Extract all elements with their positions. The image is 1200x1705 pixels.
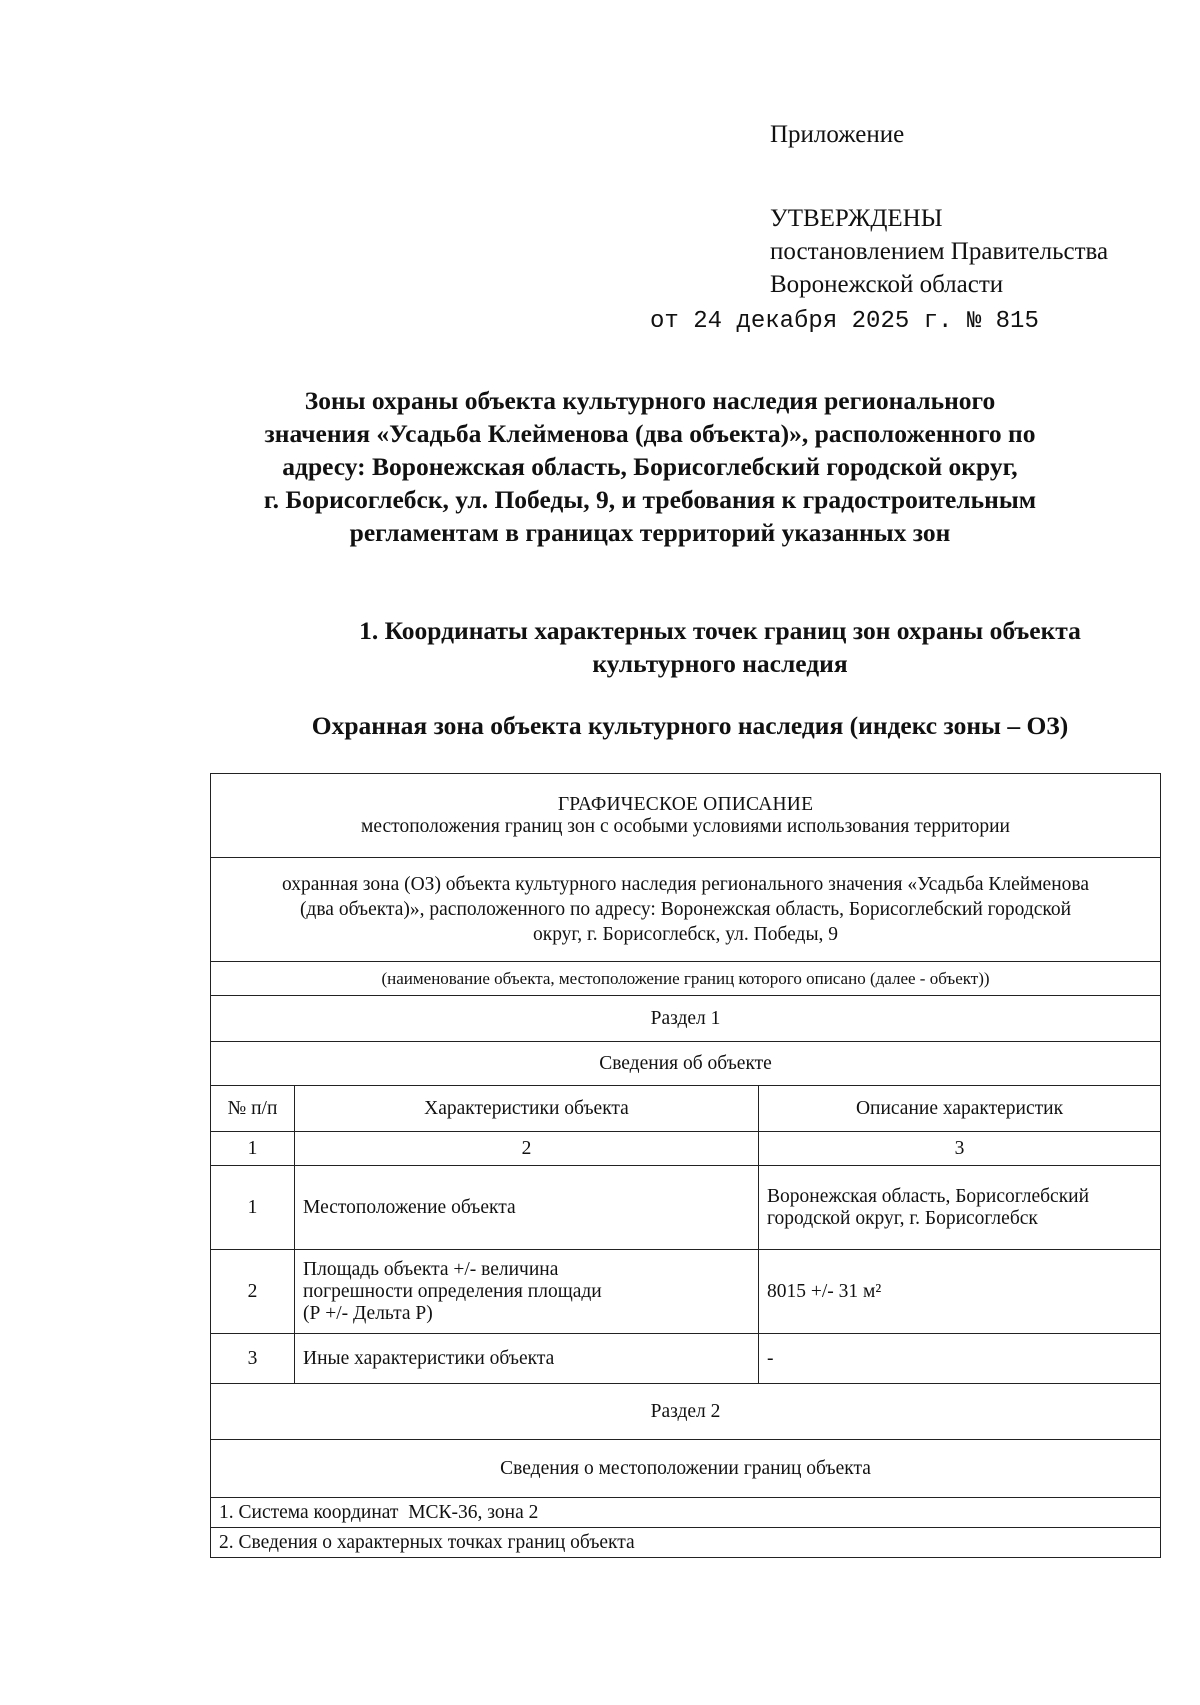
coordinate-system-row bbox=[211, 1498, 1161, 1528]
column-header-number: № п/п bbox=[211, 1086, 295, 1132]
row-characteristic bbox=[295, 1250, 759, 1334]
section-2-label: Раздел 2 bbox=[211, 1384, 1161, 1440]
row-characteristic bbox=[295, 1334, 759, 1384]
coordinate-system: 1. Система координат МСК-36, зона 2 bbox=[211, 1498, 1161, 1528]
document-title bbox=[190, 384, 1110, 549]
column-number: 1 bbox=[211, 1132, 295, 1166]
column-header-characteristic: Характеристики объекта bbox=[295, 1086, 759, 1132]
description-line: - bbox=[767, 1347, 774, 1369]
decree-label: постановлением Правительства bbox=[770, 238, 1109, 265]
section-1-title-row bbox=[211, 1042, 1161, 1086]
graphic-description-title: ГРАФИЧЕСКОЕ ОПИСАНИЕ bbox=[557, 793, 814, 815]
description-line: 8015 +/- 31 м² bbox=[767, 1280, 882, 1302]
object-name-row bbox=[211, 858, 1161, 962]
column-number: 3 bbox=[759, 1132, 1161, 1166]
column-header-row bbox=[211, 1086, 1161, 1132]
section-heading-line: 1. Координаты характерных точек границ зон охраны объекта bbox=[359, 616, 1081, 645]
section-heading-line: культурного наследия bbox=[592, 649, 848, 678]
title-line: значения «Усадьба Клейменова (два объекта)», расположенного по bbox=[264, 419, 1036, 448]
zone-heading: Охранная зона объекта культурного наследия (индекс зоны – ОЗ) bbox=[311, 711, 1069, 740]
section-1-label: Раздел 1 bbox=[211, 996, 1161, 1042]
object-name-caption: (наименование объекта, местоположение границ которого описано (далее - объект)) bbox=[211, 962, 1161, 996]
title-line: адресу: Воронежская область, Борисоглебский городской округ, bbox=[282, 452, 1018, 481]
characteristic-line: (Р +/- Дельта Р) bbox=[303, 1302, 433, 1324]
object-name-line: (два объекта)», расположенного по адресу: Воронежская область, Борисоглебский городской bbox=[299, 899, 1072, 920]
row-description bbox=[759, 1166, 1161, 1250]
title-line: регламентам в границах территорий указанных зон bbox=[349, 518, 951, 547]
section-1-heading bbox=[300, 614, 1140, 680]
column-number-row bbox=[211, 1132, 1161, 1166]
column-number: 2 bbox=[295, 1132, 759, 1166]
row-characteristic bbox=[295, 1166, 759, 1250]
approved-label: УТВЕРЖДЕНЫ bbox=[770, 205, 943, 232]
section-2-label-row bbox=[211, 1384, 1161, 1440]
object-caption-row bbox=[211, 962, 1161, 996]
characteristic-line: Местоположение объекта bbox=[303, 1196, 516, 1218]
section-1-title: Сведения об объекте bbox=[211, 1042, 1161, 1086]
table-row bbox=[211, 1166, 1161, 1250]
characteristic-line: погрешности определения площади bbox=[303, 1280, 602, 1302]
title-line: г. Борисоглебск, ул. Победы, 9, и требования к градостроительным bbox=[263, 485, 1037, 514]
table-row bbox=[211, 1250, 1161, 1334]
row-description bbox=[759, 1250, 1161, 1334]
section-1-label-row bbox=[211, 996, 1161, 1042]
column-header-description: Описание характеристик bbox=[759, 1086, 1161, 1132]
characteristic-line: Площадь объекта +/- величина bbox=[303, 1258, 559, 1280]
boundary-points-row bbox=[211, 1528, 1161, 1558]
table-header-row bbox=[211, 774, 1161, 858]
graphic-description-table bbox=[210, 773, 1161, 1558]
row-number: 1 bbox=[211, 1166, 295, 1250]
row-description bbox=[759, 1334, 1161, 1384]
description-line: Воронежская область, Борисоглебский bbox=[767, 1185, 1090, 1207]
boundary-points-info: 2. Сведения о характерных точках границ объекта bbox=[211, 1528, 1161, 1558]
table-header-cell bbox=[211, 774, 1161, 858]
table-row bbox=[211, 1334, 1161, 1384]
section-2-title: Сведения о местоположении границ объекта bbox=[211, 1440, 1161, 1498]
object-name-line: округ, г. Борисоглебск, ул. Победы, 9 bbox=[532, 924, 839, 945]
characteristic-line: Иные характеристики объекта bbox=[303, 1347, 555, 1369]
row-number: 2 bbox=[211, 1250, 295, 1334]
description-line: городской округ, г. Борисоглебск bbox=[767, 1207, 1038, 1229]
object-name-cell bbox=[211, 858, 1161, 962]
appendix-label: Приложение bbox=[770, 121, 905, 148]
section-2-title-row bbox=[211, 1440, 1161, 1498]
graphic-description-subtitle: местоположения границ зон с особыми условиями использования территории bbox=[361, 815, 1010, 837]
object-name-line: охранная зона (ОЗ) объекта культурного наследия регионального значения «Усадьба Клейменова bbox=[282, 874, 1090, 895]
row-number: 3 bbox=[211, 1334, 295, 1384]
region-label: Воронежской области bbox=[770, 271, 1004, 298]
decree-date-number: от 24 декабря 2025 г. № 815 bbox=[650, 308, 1039, 335]
title-line: Зоны охраны объекта культурного наследия регионального bbox=[304, 386, 996, 415]
